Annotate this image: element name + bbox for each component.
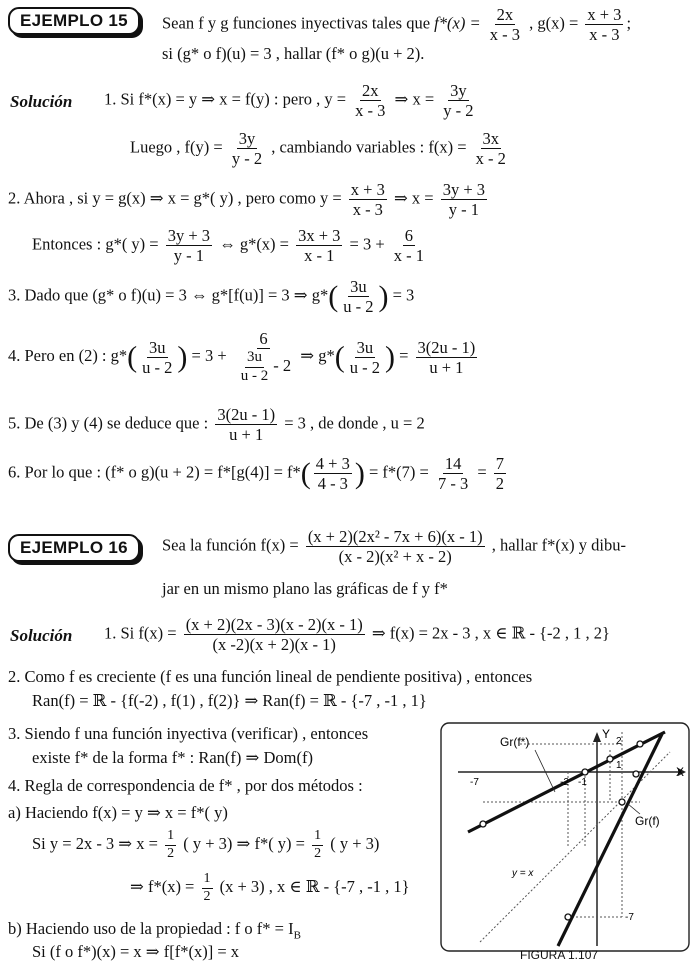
ex16-step2-line2: Ran(f) = ℝ - {f(-2) , f(1) , f(2)} ⇒ Ran(f) = ℝ - {-7 , -1 , 1}	[32, 691, 427, 710]
ex15-step2-line1: 2. Ahora , si y = g(x) ⇒ x = g*( y) , pero como y = $\frac{x + 3}{x - 3}$ ⇒ x = $\frac{3y + 3}{y - 1}$	[8, 180, 486, 220]
ex15-step1-line2: Luego , f(y) = $\frac{3y}{y - 2}$ , cambiando variables : f(x) = $\frac{3x}{x - 2}$	[130, 129, 506, 169]
ex16-step3-line1: 3. Siendo f una función inyectiva (verificar) , entonces	[8, 724, 369, 743]
tick-minus1: -1	[578, 777, 587, 788]
tick-minus7-y: -7	[625, 912, 634, 923]
figure-1-107	[440, 722, 690, 952]
ex16-step2-line1: 2. Como f es creciente (f es una función lineal de pendiente positiva) , entonces	[8, 667, 533, 686]
label-x: X	[676, 765, 685, 779]
ex16-statement-line1: Sea la función f(x) = $\frac{\text{(x + 2)(2x² - 7x + 6)(x - 1)}}{\text{(x - 2)(x² + x - 2)}}$ , hallar f*(x) y dibu-	[162, 527, 626, 567]
ex15-solution-label: Solución	[10, 92, 73, 111]
figure-caption: FIGURA 1.107	[520, 948, 599, 962]
ex15-step3: 3. Dado que (g* o f)(u) = 3 ⇔ g*[f(u)] = 3 ⇒ g*( $\frac{3u}{u - 2}$ ) = 3	[8, 277, 415, 317]
ex15-step4: 4. Pero en (2) : g*( $\frac{3u}{u - 2}$ ) = 3 + 6 $\frac{3u}{u - 2}$ - 2 ⇒ g*( $\frac{3u}{u - 2}$ ) = $\frac{3(2u - 1)}{u + 1}$	[8, 329, 476, 385]
tick-minus2: -2	[560, 777, 569, 788]
hole-fstar-1	[480, 821, 486, 827]
label-gr-fstar: Gr(f*)	[500, 735, 530, 749]
ejemplo-16-badge: EJEMPLO 16	[8, 534, 140, 562]
hole-f-3	[565, 914, 571, 920]
label-identity: y = x	[512, 868, 534, 879]
ex15-step6: 6. Por lo que : (f* o g)(u + 2) = f*[g(4)] = f*( $\frac{4 + 3}{4 - 3}$ ) = f*(7) = $\frac{14}{7 - 3}$ = $\frac{7}{2}$	[8, 454, 505, 494]
ex16-step3-line2: existe f* de la forma f* : Ran(f) ⇒ Dom(f)	[32, 748, 313, 767]
tick-minus7-x: -7	[470, 777, 479, 788]
ejemplo-15-badge: EJEMPLO 15	[8, 7, 140, 35]
ex15-step1-line1: 1. Si f*(x) = y ⇒ x = f(y) : pero , y = $\frac{2x}{x - 3}$ ⇒ x = $\frac{3y}{y - 2}$	[104, 81, 474, 121]
hole-fstar-4	[637, 741, 643, 747]
ex16-step1: 1. Si f(x) = $\frac{(x + 2)(2x - 3)(x - 2)(x - 1)}{(x -2)(x + 2)(x - 1)}$ ⇒ f(x) = 2x - 3 , x ∈ ℝ - {-2 , 1 , 2}	[104, 615, 610, 655]
ex16-method-b-line2: Si (f o f*)(x) = x ⇒ f[f*(x)] = x	[32, 942, 240, 961]
ex15-step5: 5. De (3) y (4) se deduce que : $\frac{3(2u - 1)}{u + 1}$ = 3 , de donde , u = 2	[8, 405, 425, 445]
ex16-solution-label: Solución	[10, 626, 73, 645]
label-y: Y	[602, 727, 611, 741]
ex16-method-a-line2: ⇒ f*(x) = $\frac{1}{2}$ (x + 3) , x ∈ ℝ - {-7 , -1 , 1}	[130, 871, 410, 904]
label-gr-f: Gr(f)	[635, 814, 660, 828]
ex15-statement-line1: Sean f y g funciones inyectivas tales que f*(x) = $\frac{2x}{x - 3}$ , g(x) = $\frac{x + 3}{x - 3}$ ;	[162, 5, 632, 45]
ex16-step4: 4. Regla de correspondencia de f* , por dos métodos :	[8, 776, 363, 795]
ex16-method-a-line1: Si y = 2x - 3 ⇒ x = $\frac{1}{2}$ ( y + 3) ⇒ f*( y) = $\frac{1}{2}$ ( y + 3)	[32, 828, 380, 861]
tick-1: 1	[616, 760, 622, 771]
ex15-step2-line2: Entonces : g*( y) = $\frac{3y + 3}{y - 1}$ ⇔ g*(x) = $\frac{3x + 3}{x - 1}$ = 3 + $\frac{6}{x - 1}$	[32, 226, 425, 266]
hole-f-1	[619, 799, 625, 805]
hole-fstar-3	[607, 756, 613, 762]
ex16-method-a: a) Haciendo f(x) = y ⇒ x = f*( y)	[8, 803, 228, 822]
ex15-statement-line2: si (g* o f)(u) = 3 , hallar (f* o g)(u + 2).	[162, 44, 425, 63]
hole-fstar-2	[582, 769, 588, 775]
tick-2: 2	[616, 736, 622, 747]
ex16-method-b-line1: b) Haciendo uso de la propiedad : f o $f* = I_B$	[8, 919, 301, 942]
hole-f-2	[633, 771, 639, 777]
ex16-statement-line2: jar en un mismo plano las gráficas de f y f*	[162, 579, 448, 598]
